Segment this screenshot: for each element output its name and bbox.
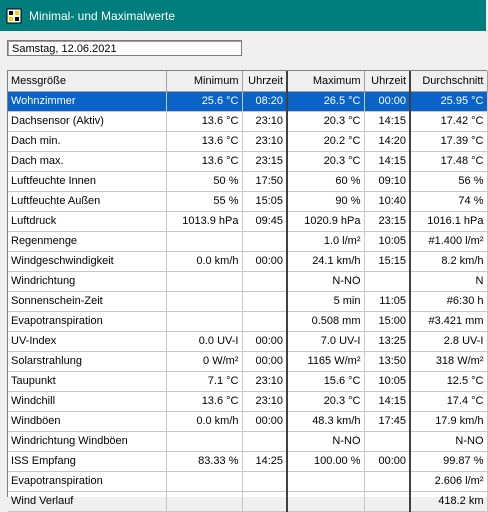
cell-maximum: 24.1 km/h xyxy=(287,251,364,271)
cell-minimum xyxy=(166,471,242,491)
cell-maximum: 48.3 km/h xyxy=(287,411,364,431)
cell-min-time: 00:00 xyxy=(242,351,287,371)
window-title: Minimal- und Maximalwerte xyxy=(29,8,176,23)
cell-average: 12.5 °C xyxy=(410,371,487,391)
cell-maximum: N-NO xyxy=(287,431,364,451)
cell-min-time xyxy=(242,231,287,251)
cell-average: 99.87 % xyxy=(410,451,487,471)
cell-max-time xyxy=(364,471,410,491)
cell-min-time: 23:15 xyxy=(242,151,287,171)
cell-name: Wind Verlauf xyxy=(8,491,166,511)
cell-average: 17.48 °C xyxy=(410,151,487,171)
cell-maximum: 20.3 °C xyxy=(287,111,364,131)
cell-minimum: 1013.9 hPa xyxy=(166,211,242,231)
cell-maximum: 5 min xyxy=(287,291,364,311)
cell-name: Windgeschwindigkeit xyxy=(8,251,166,271)
cell-min-time: 23:10 xyxy=(242,111,287,131)
cell-min-time xyxy=(242,311,287,331)
table-row[interactable] xyxy=(8,331,487,351)
cell-average: 17.9 km/h xyxy=(410,411,487,431)
table-row[interactable] xyxy=(8,151,487,171)
cell-minimum xyxy=(166,311,242,331)
cell-maximum: 7.0 UV-I xyxy=(287,331,364,351)
table-row[interactable] xyxy=(8,491,487,511)
table-row[interactable] xyxy=(8,471,487,491)
cell-minimum: 13.6 °C xyxy=(166,151,242,171)
cell-name: Wohnzimmer xyxy=(8,91,166,111)
cell-maximum xyxy=(287,471,364,491)
cell-minimum: 0.0 km/h xyxy=(166,411,242,431)
cell-minimum: 0.0 UV-I xyxy=(166,331,242,351)
cell-name: Windrichtung Windböen xyxy=(8,431,166,451)
cell-minimum xyxy=(166,491,242,511)
cell-max-time: 00:00 xyxy=(364,91,410,111)
cell-min-time xyxy=(242,271,287,291)
cell-min-time: 23:10 xyxy=(242,371,287,391)
cell-minimum: 25.6 °C xyxy=(166,91,242,111)
cell-name: Windrichtung xyxy=(8,271,166,291)
cell-max-time: 00:00 xyxy=(364,451,410,471)
cell-maximum: 1020.9 hPa xyxy=(287,211,364,231)
cell-maximum: 26.5 °C xyxy=(287,91,364,111)
cell-maximum: 90 % xyxy=(287,191,364,211)
table-row[interactable] xyxy=(8,311,487,331)
table-row[interactable] xyxy=(8,431,487,451)
cell-max-time: 15:15 xyxy=(364,251,410,271)
table-row[interactable] xyxy=(8,211,487,231)
cell-min-time: 00:00 xyxy=(242,331,287,351)
minmax-table xyxy=(7,70,487,507)
table-row[interactable] xyxy=(8,171,487,191)
table-row[interactable] xyxy=(8,131,487,151)
cell-max-time: 14:15 xyxy=(364,391,410,411)
cell-minimum: 7.1 °C xyxy=(166,371,242,391)
cell-max-time: 10:05 xyxy=(364,231,410,251)
cell-name: Luftdruck xyxy=(8,211,166,231)
cell-max-time: 15:00 xyxy=(364,311,410,331)
cell-average: N-NO xyxy=(410,431,487,451)
table-row[interactable] xyxy=(8,451,487,471)
cell-min-time: 14:25 xyxy=(242,451,287,471)
cell-max-time: 14:15 xyxy=(364,151,410,171)
cell-average: #6:30 h xyxy=(410,291,487,311)
cell-minimum xyxy=(166,271,242,291)
cell-maximum: 0.508 mm xyxy=(287,311,364,331)
table-row[interactable] xyxy=(8,291,487,311)
cell-name: Dachsensor (Aktiv) xyxy=(8,111,166,131)
cell-minimum xyxy=(166,431,242,451)
cell-max-time xyxy=(364,271,410,291)
table-row[interactable] xyxy=(8,391,487,411)
cell-minimum xyxy=(166,231,242,251)
window-titlebar xyxy=(0,0,486,31)
cell-maximum: 20.3 °C xyxy=(287,151,364,171)
cell-max-time: 09:10 xyxy=(364,171,410,191)
cell-minimum: 0.0 km/h xyxy=(166,251,242,271)
cell-average: 418.2 km xyxy=(410,491,487,511)
cell-min-time xyxy=(242,431,287,451)
header-max-uhrzeit[interactable]: Uhrzeit xyxy=(364,71,410,91)
cell-average: 2.606 l/m² xyxy=(410,471,487,491)
cell-name: Dach max. xyxy=(8,151,166,171)
cell-maximum: 20.2 °C xyxy=(287,131,364,151)
cell-min-time: 17:50 xyxy=(242,171,287,191)
cell-max-time xyxy=(364,431,410,451)
cell-name: Taupunkt xyxy=(8,371,166,391)
cell-maximum xyxy=(287,491,364,511)
table-row[interactable] xyxy=(8,411,487,431)
table-row[interactable] xyxy=(8,231,487,251)
cell-minimum: 13.6 °C xyxy=(166,111,242,131)
cell-max-time: 13:25 xyxy=(364,331,410,351)
cell-min-time xyxy=(242,491,287,511)
cell-name: Evapotranspiration xyxy=(8,311,166,331)
cell-name: Windchill xyxy=(8,391,166,411)
cell-minimum: 83.33 % xyxy=(166,451,242,471)
cell-max-time: 10:05 xyxy=(364,371,410,391)
cell-maximum: 15.6 °C xyxy=(287,371,364,391)
table-row[interactable] xyxy=(8,191,487,211)
table-row[interactable] xyxy=(8,371,487,391)
cell-max-time: 14:15 xyxy=(364,111,410,131)
cell-name: Sonnenschein-Zeit xyxy=(8,291,166,311)
cell-name: ISS Empfang xyxy=(8,451,166,471)
cell-average: 17.4 °C xyxy=(410,391,487,411)
table-row[interactable] xyxy=(8,351,487,371)
cell-name: Dach min. xyxy=(8,131,166,151)
table-row[interactable] xyxy=(8,271,487,291)
cell-name: Solarstrahlung xyxy=(8,351,166,371)
app-icon xyxy=(6,8,22,24)
cell-min-time: 09:45 xyxy=(242,211,287,231)
cell-max-time: 10:40 xyxy=(364,191,410,211)
table-row[interactable] xyxy=(8,111,487,131)
cell-min-time: 23:10 xyxy=(242,391,287,411)
cell-name: Regenmenge xyxy=(8,231,166,251)
cell-average: #1.400 l/m² xyxy=(410,231,487,251)
cell-maximum: 20.3 °C xyxy=(287,391,364,411)
cell-name: Luftfeuchte Innen xyxy=(8,171,166,191)
cell-min-time: 00:00 xyxy=(242,251,287,271)
cell-name: Evapotranspiration xyxy=(8,471,166,491)
header-maximum[interactable]: Maximum xyxy=(287,71,364,91)
cell-average: 318 W/m² xyxy=(410,351,487,371)
cell-average: 56 % xyxy=(410,171,487,191)
cell-max-time: 17:45 xyxy=(364,411,410,431)
header-min-uhrzeit[interactable]: Uhrzeit xyxy=(242,71,287,91)
header-durchschnitt[interactable]: Durchschnitt xyxy=(410,71,487,91)
cell-maximum: 60 % xyxy=(287,171,364,191)
cell-name: UV-Index xyxy=(8,331,166,351)
cell-max-time: 13:50 xyxy=(364,351,410,371)
cell-average: 17.39 °C xyxy=(410,131,487,151)
date-field[interactable]: Samstag, 12.06.2021 xyxy=(7,40,242,56)
cell-maximum: 1165 W/m² xyxy=(287,351,364,371)
cell-minimum: 50 % xyxy=(166,171,242,191)
cell-name: Luftfeuchte Außen xyxy=(8,191,166,211)
cell-min-time: 23:10 xyxy=(242,131,287,151)
cell-average: 8.2 km/h xyxy=(410,251,487,271)
cell-max-time: 14:20 xyxy=(364,131,410,151)
cell-average: 2.8 UV-I xyxy=(410,331,487,351)
header-messgroesse[interactable]: Messgröße xyxy=(8,71,166,91)
cell-maximum: N-NO xyxy=(287,271,364,291)
cell-max-time: 23:15 xyxy=(364,211,410,231)
cell-average: 74 % xyxy=(410,191,487,211)
cell-maximum: 1.0 l/m² xyxy=(287,231,364,251)
cell-average: 17.42 °C xyxy=(410,111,487,131)
cell-average: 25.95 °C xyxy=(410,91,487,111)
cell-min-time xyxy=(242,291,287,311)
cell-min-time: 00:00 xyxy=(242,411,287,431)
cell-maximum: 100.00 % xyxy=(287,451,364,471)
cell-max-time xyxy=(364,491,410,511)
cell-average: 1016.1 hPa xyxy=(410,211,487,231)
cell-minimum: 13.6 °C xyxy=(166,131,242,151)
table-header-row xyxy=(8,71,487,91)
cell-minimum: 55 % xyxy=(166,191,242,211)
cell-min-time: 08:20 xyxy=(242,91,287,111)
cell-average: #3.421 mm xyxy=(410,311,487,331)
cell-minimum: 0 W/m² xyxy=(166,351,242,371)
header-minimum[interactable]: Minimum xyxy=(166,71,242,91)
cell-minimum: 13.6 °C xyxy=(166,391,242,411)
cell-average: N xyxy=(410,271,487,291)
cell-min-time: 15:05 xyxy=(242,191,287,211)
cell-name: Windböen xyxy=(8,411,166,431)
cell-max-time: 11:05 xyxy=(364,291,410,311)
table-row[interactable] xyxy=(8,91,487,111)
cell-min-time xyxy=(242,471,287,491)
table-row[interactable] xyxy=(8,251,487,271)
cell-minimum xyxy=(166,291,242,311)
